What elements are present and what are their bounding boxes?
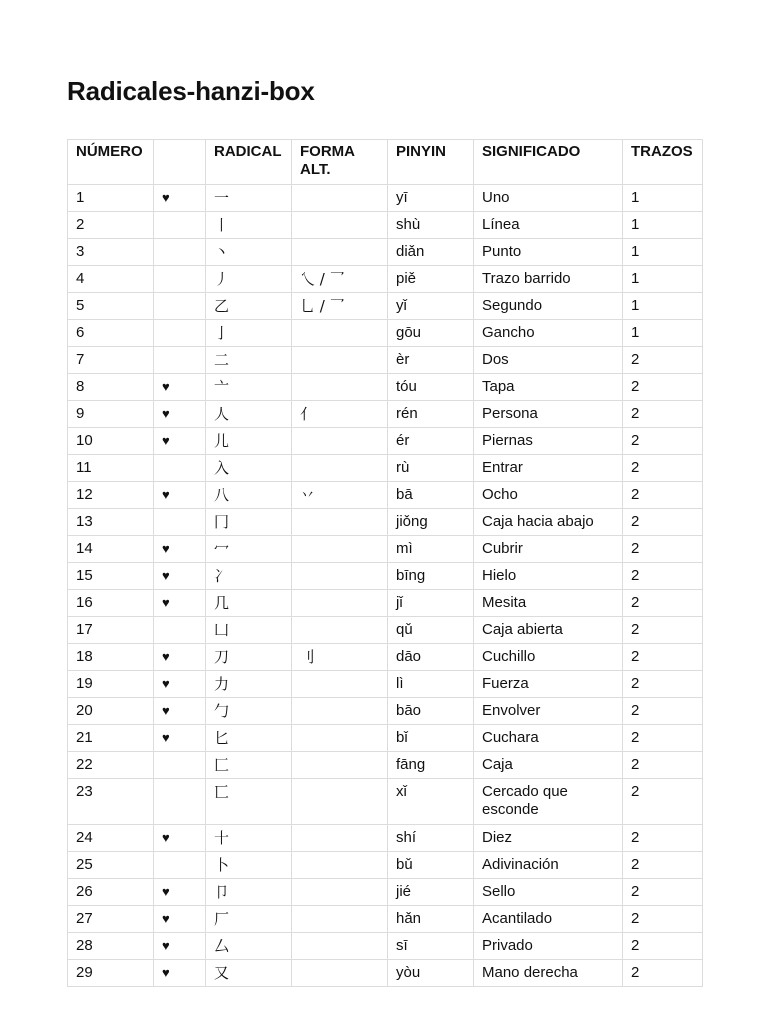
cell-pinyin: yī	[388, 185, 474, 212]
cell-trazos: 2	[623, 590, 703, 617]
heart-icon: ♥	[154, 185, 206, 212]
cell-radical: 八	[206, 482, 292, 509]
table-row	[68, 455, 703, 482]
table-row	[68, 644, 703, 671]
cell-forma-alt	[292, 320, 388, 347]
cell-forma-alt: 乀 / ⺂	[292, 266, 388, 293]
cell-pinyin: dāo	[388, 644, 474, 671]
cell-significado: Ocho	[474, 482, 623, 509]
heart-icon	[154, 752, 206, 779]
cell-forma-alt	[292, 725, 388, 752]
cell-forma-alt	[292, 509, 388, 536]
table-row	[68, 347, 703, 374]
cell-radical: 卩	[206, 879, 292, 906]
cell-radical: 人	[206, 401, 292, 428]
cell-numero: 24	[68, 825, 154, 852]
cell-pinyin: bǐ	[388, 725, 474, 752]
cell-trazos: 2	[623, 906, 703, 933]
cell-significado: Fuerza	[474, 671, 623, 698]
cell-radical: 亅	[206, 320, 292, 347]
cell-radical: 二	[206, 347, 292, 374]
cell-radical: 丿	[206, 266, 292, 293]
cell-pinyin: shù	[388, 212, 474, 239]
cell-significado: Línea	[474, 212, 623, 239]
cell-trazos: 2	[623, 428, 703, 455]
cell-forma-alt: 刂	[292, 644, 388, 671]
cell-forma-alt	[292, 933, 388, 960]
cell-significado: Cercado que esconde	[474, 779, 623, 825]
cell-pinyin: bāo	[388, 698, 474, 725]
table-row	[68, 906, 703, 933]
cell-significado: Trazo barrido	[474, 266, 623, 293]
cell-radical: 匕	[206, 725, 292, 752]
cell-forma-alt: 亻	[292, 401, 388, 428]
cell-numero: 9	[68, 401, 154, 428]
table-row	[68, 879, 703, 906]
cell-radical: 厂	[206, 906, 292, 933]
cell-pinyin: tóu	[388, 374, 474, 401]
cell-numero: 10	[68, 428, 154, 455]
cell-pinyin: lì	[388, 671, 474, 698]
cell-numero: 22	[68, 752, 154, 779]
heart-icon: ♥	[154, 401, 206, 428]
cell-forma-alt	[292, 212, 388, 239]
table-row	[68, 293, 703, 320]
cell-radical: 一	[206, 185, 292, 212]
cell-trazos: 2	[623, 401, 703, 428]
cell-numero: 29	[68, 960, 154, 987]
heart-icon: ♥	[154, 725, 206, 752]
cell-forma-alt: 乚 / 乛	[292, 293, 388, 320]
cell-forma-alt	[292, 879, 388, 906]
cell-forma-alt	[292, 852, 388, 879]
cell-pinyin: jié	[388, 879, 474, 906]
heart-icon	[154, 212, 206, 239]
cell-trazos: 2	[623, 374, 703, 401]
cell-numero: 14	[68, 536, 154, 563]
heart-icon: ♥	[154, 960, 206, 987]
radicals-table	[67, 139, 703, 987]
cell-pinyin: hǎn	[388, 906, 474, 933]
table-row	[68, 239, 703, 266]
table-row	[68, 428, 703, 455]
cell-forma-alt	[292, 347, 388, 374]
cell-significado: Privado	[474, 933, 623, 960]
cell-forma-alt	[292, 185, 388, 212]
cell-forma-alt	[292, 825, 388, 852]
table-row	[68, 590, 703, 617]
cell-forma-alt	[292, 671, 388, 698]
heart-icon	[154, 293, 206, 320]
heart-icon: ♥	[154, 644, 206, 671]
cell-forma-alt	[292, 779, 388, 825]
cell-significado: Acantilado	[474, 906, 623, 933]
cell-radical: 刀	[206, 644, 292, 671]
cell-significado: Caja hacia abajo	[474, 509, 623, 536]
cell-pinyin: èr	[388, 347, 474, 374]
cell-numero: 1	[68, 185, 154, 212]
heart-icon	[154, 455, 206, 482]
cell-trazos: 2	[623, 347, 703, 374]
cell-numero: 12	[68, 482, 154, 509]
cell-forma-alt	[292, 960, 388, 987]
cell-pinyin: bǔ	[388, 852, 474, 879]
cell-trazos: 2	[623, 933, 703, 960]
cell-radical: 儿	[206, 428, 292, 455]
cell-trazos: 2	[623, 509, 703, 536]
header-numero: NÚMERO	[68, 140, 154, 185]
cell-significado: Mesita	[474, 590, 623, 617]
cell-forma-alt	[292, 590, 388, 617]
cell-radical: 力	[206, 671, 292, 698]
cell-pinyin: yǐ	[388, 293, 474, 320]
cell-trazos: 1	[623, 212, 703, 239]
cell-pinyin: yòu	[388, 960, 474, 987]
table-row	[68, 266, 703, 293]
cell-pinyin: jiǒng	[388, 509, 474, 536]
cell-numero: 2	[68, 212, 154, 239]
cell-numero: 13	[68, 509, 154, 536]
cell-forma-alt	[292, 563, 388, 590]
header-significado: SIGNIFICADO	[474, 140, 623, 185]
cell-numero: 4	[68, 266, 154, 293]
cell-trazos: 2	[623, 852, 703, 879]
cell-trazos: 2	[623, 779, 703, 825]
cell-trazos: 1	[623, 293, 703, 320]
cell-significado: Punto	[474, 239, 623, 266]
heart-icon	[154, 320, 206, 347]
cell-numero: 21	[68, 725, 154, 752]
cell-numero: 20	[68, 698, 154, 725]
heart-icon: ♥	[154, 590, 206, 617]
cell-numero: 8	[68, 374, 154, 401]
cell-trazos: 2	[623, 455, 703, 482]
cell-numero: 11	[68, 455, 154, 482]
cell-significado: Envolver	[474, 698, 623, 725]
heart-icon	[154, 779, 206, 825]
cell-pinyin: diǎn	[388, 239, 474, 266]
cell-numero: 26	[68, 879, 154, 906]
cell-radical: 冖	[206, 536, 292, 563]
page-title: Radicales-hanzi-box	[67, 76, 315, 106]
table-row	[68, 825, 703, 852]
cell-numero: 18	[68, 644, 154, 671]
cell-numero: 19	[68, 671, 154, 698]
cell-numero: 16	[68, 590, 154, 617]
cell-trazos: 2	[623, 825, 703, 852]
cell-pinyin: fāng	[388, 752, 474, 779]
cell-forma-alt	[292, 239, 388, 266]
table-row	[68, 536, 703, 563]
cell-forma-alt	[292, 906, 388, 933]
cell-pinyin: piě	[388, 266, 474, 293]
heart-icon: ♥	[154, 563, 206, 590]
cell-significado: Dos	[474, 347, 623, 374]
cell-trazos: 2	[623, 644, 703, 671]
table-row	[68, 482, 703, 509]
table-row	[68, 617, 703, 644]
cell-forma-alt	[292, 752, 388, 779]
cell-radical: 匸	[206, 779, 292, 825]
cell-significado: Hielo	[474, 563, 623, 590]
heart-icon: ♥	[154, 374, 206, 401]
table-row	[68, 671, 703, 698]
heart-icon: ♥	[154, 536, 206, 563]
cell-forma-alt: 丷	[292, 482, 388, 509]
cell-numero: 23	[68, 779, 154, 825]
cell-pinyin: jǐ	[388, 590, 474, 617]
cell-significado: Cubrir	[474, 536, 623, 563]
cell-radical: 十	[206, 825, 292, 852]
cell-significado: Piernas	[474, 428, 623, 455]
cell-significado: Cuchillo	[474, 644, 623, 671]
cell-pinyin: gōu	[388, 320, 474, 347]
heart-icon: ♥	[154, 482, 206, 509]
cell-pinyin: sī	[388, 933, 474, 960]
table-row	[68, 752, 703, 779]
cell-significado: Adivinación	[474, 852, 623, 879]
cell-numero: 27	[68, 906, 154, 933]
cell-significado: Mano derecha	[474, 960, 623, 987]
cell-numero: 15	[68, 563, 154, 590]
table-row	[68, 698, 703, 725]
cell-radical: 卜	[206, 852, 292, 879]
heart-icon: ♥	[154, 879, 206, 906]
heart-icon: ♥	[154, 698, 206, 725]
header-pinyin: PINYIN	[388, 140, 474, 185]
cell-significado: Caja abierta	[474, 617, 623, 644]
cell-trazos: 2	[623, 563, 703, 590]
cell-significado: Entrar	[474, 455, 623, 482]
cell-radical: 勹	[206, 698, 292, 725]
cell-radical: 丶	[206, 239, 292, 266]
cell-radical: 丨	[206, 212, 292, 239]
table-row	[68, 212, 703, 239]
cell-radical: 冫	[206, 563, 292, 590]
cell-forma-alt	[292, 536, 388, 563]
cell-trazos: 2	[623, 879, 703, 906]
table-header-row	[68, 140, 703, 185]
heart-icon: ♥	[154, 428, 206, 455]
table-body	[68, 185, 703, 987]
header-favorite	[154, 140, 206, 185]
cell-numero: 25	[68, 852, 154, 879]
cell-trazos: 2	[623, 725, 703, 752]
cell-numero: 28	[68, 933, 154, 960]
cell-significado: Segundo	[474, 293, 623, 320]
heart-icon: ♥	[154, 825, 206, 852]
cell-trazos: 2	[623, 536, 703, 563]
cell-radical: 冂	[206, 509, 292, 536]
table-row	[68, 960, 703, 987]
table-row	[68, 563, 703, 590]
cell-significado: Caja	[474, 752, 623, 779]
table-row	[68, 374, 703, 401]
cell-numero: 5	[68, 293, 154, 320]
cell-radical: 乙	[206, 293, 292, 320]
cell-significado: Cuchara	[474, 725, 623, 752]
cell-significado: Gancho	[474, 320, 623, 347]
table-row	[68, 933, 703, 960]
cell-significado: Uno	[474, 185, 623, 212]
cell-radical: 入	[206, 455, 292, 482]
table-row	[68, 509, 703, 536]
cell-radical: 几	[206, 590, 292, 617]
cell-pinyin: ér	[388, 428, 474, 455]
cell-trazos: 1	[623, 320, 703, 347]
table-row	[68, 779, 703, 825]
cell-trazos: 1	[623, 185, 703, 212]
cell-trazos: 1	[623, 239, 703, 266]
cell-trazos: 1	[623, 266, 703, 293]
table-row	[68, 185, 703, 212]
table-row	[68, 725, 703, 752]
cell-pinyin: bā	[388, 482, 474, 509]
cell-trazos: 2	[623, 671, 703, 698]
heart-icon: ♥	[154, 906, 206, 933]
cell-forma-alt	[292, 617, 388, 644]
cell-radical: 匚	[206, 752, 292, 779]
cell-radical: 亠	[206, 374, 292, 401]
cell-radical: 凵	[206, 617, 292, 644]
heart-icon	[154, 617, 206, 644]
cell-trazos: 2	[623, 482, 703, 509]
cell-numero: 17	[68, 617, 154, 644]
heart-icon: ♥	[154, 671, 206, 698]
cell-radical: 又	[206, 960, 292, 987]
table-row	[68, 401, 703, 428]
cell-numero: 7	[68, 347, 154, 374]
cell-numero: 3	[68, 239, 154, 266]
cell-significado: Sello	[474, 879, 623, 906]
cell-pinyin: xǐ	[388, 779, 474, 825]
heart-icon	[154, 509, 206, 536]
heart-icon	[154, 347, 206, 374]
cell-pinyin: mì	[388, 536, 474, 563]
cell-forma-alt	[292, 698, 388, 725]
cell-significado: Tapa	[474, 374, 623, 401]
table-row	[68, 320, 703, 347]
heart-icon	[154, 266, 206, 293]
cell-pinyin: rén	[388, 401, 474, 428]
header-forma-alt: FORMA ALT.	[292, 140, 388, 185]
cell-pinyin: bīng	[388, 563, 474, 590]
cell-pinyin: shí	[388, 825, 474, 852]
cell-numero: 6	[68, 320, 154, 347]
cell-forma-alt	[292, 374, 388, 401]
header-trazos: TRAZOS	[623, 140, 703, 185]
table-row	[68, 852, 703, 879]
cell-radical: 厶	[206, 933, 292, 960]
heart-icon	[154, 239, 206, 266]
cell-trazos: 2	[623, 617, 703, 644]
cell-trazos: 2	[623, 698, 703, 725]
cell-pinyin: rù	[388, 455, 474, 482]
cell-significado: Persona	[474, 401, 623, 428]
cell-trazos: 2	[623, 960, 703, 987]
cell-forma-alt	[292, 428, 388, 455]
heart-icon	[154, 852, 206, 879]
cell-significado: Diez	[474, 825, 623, 852]
cell-trazos: 2	[623, 752, 703, 779]
cell-pinyin: qǔ	[388, 617, 474, 644]
cell-forma-alt	[292, 455, 388, 482]
header-radical: RADICAL	[206, 140, 292, 185]
heart-icon: ♥	[154, 933, 206, 960]
